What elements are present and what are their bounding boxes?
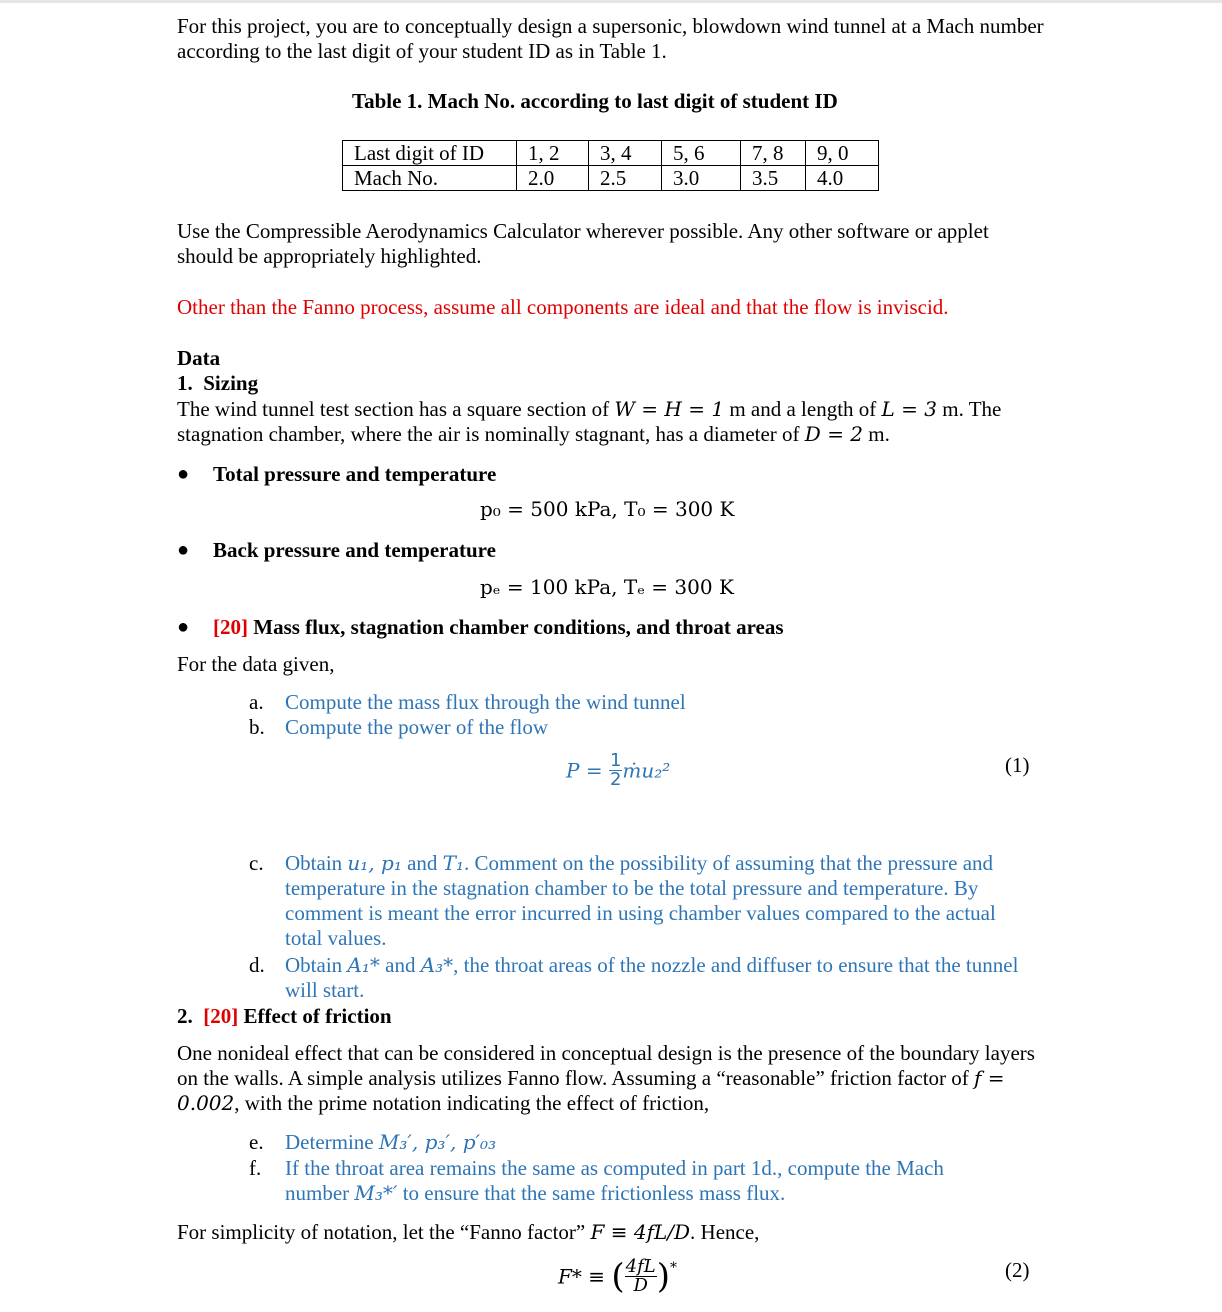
f-text-b: to ensure that the same frictionless mass flux. — [397, 1181, 786, 1205]
s2-text-a: One nonideal effect that can be considered in conceptual design is the presence of the boundary layers on the walls. A simple analysis utilizes Fanno flow. Assuming a “reasonable” friction factor of — [177, 1041, 1035, 1090]
eq2-denominator: D — [633, 1275, 648, 1296]
mass-points-label: [20] — [213, 615, 248, 639]
wh-expression: W = H = 1 — [614, 397, 725, 421]
f-var: M₃*′ — [354, 1181, 398, 1205]
total-conditions-equation: p₀ = 500 kPa, T₀ = 300 K — [480, 497, 735, 521]
length-expression: L = 3 — [881, 397, 938, 421]
item-c — [249, 851, 1049, 953]
eq2-superscript: * — [669, 1260, 677, 1276]
item-c-text — [285, 851, 1035, 951]
c-text-a: Obtain — [285, 851, 348, 875]
d-text-a: Obtain — [285, 953, 348, 977]
fanno-expression: F ≡ 4fL/D — [590, 1220, 691, 1244]
section2-paragraph — [177, 1041, 1037, 1116]
section2-number: 2. — [177, 1004, 193, 1028]
digit-cell: 5, 6 — [662, 141, 741, 166]
f-text-a: If the throat area remains the same as computed in part 1d., compute the Mach number — [285, 1156, 944, 1205]
page-top-border — [0, 0, 1222, 3]
diameter-expression: D = 2 — [804, 422, 864, 446]
item-e-text — [285, 1130, 1045, 1155]
item-f-text — [285, 1156, 1005, 1206]
s1-text-d: m. — [863, 422, 890, 446]
intro-paragraph: For this project, you are to conceptually design a supersonic, blowdown wind tunnel at a Mach number according to the last digit of your student ID as in Table 1. — [177, 14, 1044, 63]
digit-cell: 7, 8 — [741, 141, 806, 166]
calculator-note: Use the Compressible Aerodynamics Calculator wherever possible. Any other software or applet should be appropriately highlighted. — [177, 219, 989, 268]
friction-expression: f = 0.002 — [177, 1066, 1005, 1115]
section2-title: Effect of friction — [238, 1004, 392, 1028]
item-e-label: e. — [249, 1130, 264, 1154]
mass-flux-heading — [213, 615, 784, 640]
assumption-note: Other than the Fanno process, assume all components are ideal and that the flow is inviscid. — [177, 295, 949, 319]
eq1-numerator: 1 — [609, 750, 622, 771]
eq2-fraction — [625, 1258, 657, 1295]
e-text: Determine — [285, 1130, 379, 1154]
c-text-b: and — [401, 851, 443, 875]
item-d-label: d. — [249, 953, 265, 977]
mach-table — [342, 140, 879, 191]
equation-number-1: (1) — [1005, 753, 1030, 777]
digit-cell: 3, 4 — [589, 141, 662, 166]
power-equation — [566, 752, 670, 789]
eq1-rhs: ṁu₂² — [622, 758, 671, 783]
right-paren: ) — [656, 1256, 670, 1297]
for-data-text: For the data given, — [177, 652, 335, 676]
mach-cell: 3.0 — [662, 166, 741, 191]
s2-text-b: , with the prime notation indicating the effect of friction, — [234, 1091, 710, 1115]
e-vars: M₃′, p₃′, p′₀₃ — [378, 1130, 497, 1154]
fanno-paragraph — [177, 1220, 1047, 1245]
s1-text-b: m and a length of — [724, 397, 882, 421]
fanno-text-b: . Hence, — [690, 1220, 760, 1244]
mach-cell: 3.5 — [741, 166, 806, 191]
s1-text-c: m. The stagnation chamber, where the air is nominally stagnant, has a diameter of — [177, 397, 1002, 446]
bullet-back-label: Back pressure and temperature — [213, 538, 496, 562]
eq1-denominator: 2 — [609, 769, 622, 790]
fanno-equation — [558, 1258, 677, 1295]
item-b-text: Compute the power of the flow — [285, 715, 549, 739]
mass-title-label: Mass flux, stagnation chamber conditions, and throat areas — [248, 615, 784, 639]
digit-cell: 1, 2 — [517, 141, 589, 166]
eq2-numerator: 4fL — [625, 1256, 656, 1277]
data-heading: Data — [177, 346, 221, 370]
table-row — [343, 166, 879, 191]
mach-cell: 2.0 — [517, 166, 589, 191]
item-f-label: f. — [249, 1156, 262, 1180]
d-text-b: and — [379, 953, 421, 977]
section2-heading — [177, 1004, 1047, 1029]
d-text-c: , the throat areas of the nozzle and diffuser to ensure that the tunnel will start. — [285, 953, 1019, 1002]
item-c-label: c. — [249, 851, 264, 875]
section1-number: 1. — [177, 371, 193, 395]
s1-text-a: The wind tunnel test section has a square section of — [177, 397, 615, 421]
row-header-digit: Last digit of ID — [343, 141, 517, 166]
item-d — [249, 953, 1049, 1005]
item-f — [249, 1156, 1049, 1208]
d-var3: A₃* — [420, 953, 454, 977]
item-d-text — [285, 953, 1040, 1003]
bullet-dot-icon: ● — [177, 539, 190, 561]
c-text-c: . Comment on the possibility of assuming that the pressure and temperature in the stagnation chamber to be the total pressure and temperature. By comment is meant the error incurred in using chamber values compared to the actual total values. — [285, 851, 996, 950]
section1-paragraph — [177, 397, 1047, 447]
row-header-mach: Mach No. — [343, 166, 517, 191]
digit-cell: 9, 0 — [806, 141, 879, 166]
c-var-t: T₁ — [442, 851, 465, 875]
back-conditions-equation: pₑ = 100 kPa, Tₑ = 300 K — [480, 575, 734, 599]
mach-cell: 2.5 — [589, 166, 662, 191]
bullet-dot-icon: ● — [177, 463, 190, 485]
eq1-fraction — [609, 752, 622, 789]
section1-title: Sizing — [203, 371, 259, 395]
c-vars: u₁, p₁ — [347, 851, 402, 875]
item-a-text: Compute the mass flux through the wind tunnel — [285, 690, 686, 714]
table-row — [343, 141, 879, 166]
fanno-text-a: For simplicity of notation, let the “Fanno factor” — [177, 1220, 591, 1244]
item-a-label: a. — [249, 690, 264, 714]
left-paren: ( — [611, 1256, 625, 1297]
item-b-label: b. — [249, 715, 265, 739]
section1-heading — [177, 371, 1047, 396]
section2-points: [20] — [203, 1004, 239, 1028]
mach-cell: 4.0 — [806, 166, 879, 191]
bullet-dot-icon: ● — [177, 616, 190, 638]
bullet-total-label: Total pressure and temperature — [213, 462, 497, 486]
d-var1: A₁* — [347, 953, 380, 977]
eq1-lhs: P = — [566, 758, 609, 783]
table-caption: Table 1. Mach No. according to last digit of student ID — [352, 89, 838, 113]
eq2-lhs: F* ≡ — [558, 1264, 612, 1289]
equation-number-2: (2) — [1005, 1258, 1030, 1282]
